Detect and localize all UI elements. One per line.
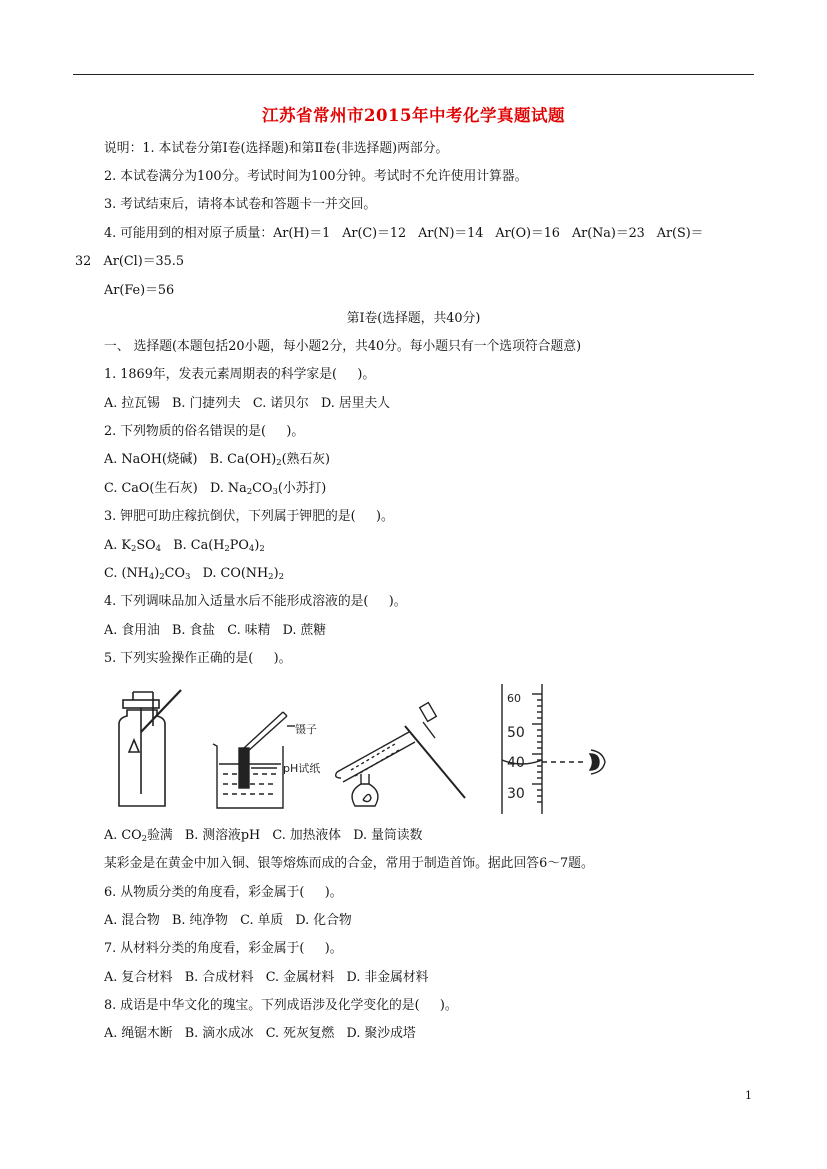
q3-a3: B. Ca(H	[161, 538, 225, 553]
section-heading: 第Ⅰ卷(选择题，共40分)	[346, 311, 481, 326]
q5-sub: 2	[141, 834, 148, 844]
q3-a4-sub: 4	[248, 544, 255, 554]
q2-sub-1: 2	[246, 487, 253, 497]
q2-sub: 2	[276, 458, 282, 468]
question-6-text: 6. 从物质分类的角度看，彩金属于( )。	[104, 885, 343, 900]
instruction-1: 说明：1. 本试卷分第Ⅰ卷(选择题)和第Ⅱ卷(非选择题)两部分。	[104, 141, 449, 156]
q2-sub-2: 3	[272, 487, 278, 497]
question-2-options-cd	[104, 481, 326, 497]
question-4	[104, 594, 407, 610]
question-7-options-text: A. 复合材料 B. 合成材料 C. 金属材料 D. 非金属材料	[104, 970, 429, 985]
intro-6-7: 某彩金是在黄金中加入铜、银等熔炼而成的合金，常用于制造首饰。据此回答6～7题。	[104, 856, 594, 871]
q2-mid: CO	[252, 481, 273, 496]
question-2	[104, 424, 304, 440]
section-description: 一、 选择题(本题包括20小题，每小题2分，共40分。每小题只有一个选项符合题意)	[104, 339, 582, 354]
header-rule	[73, 74, 754, 75]
q3-c4: D. CO(NH	[190, 566, 269, 581]
question-8-options	[104, 1026, 416, 1042]
question-8	[104, 998, 458, 1014]
scale-50: 50	[507, 725, 525, 741]
question-5-text: 5. 下列实验操作正确的是( )。	[104, 651, 292, 666]
question-4-options	[104, 623, 326, 639]
q2-opt-d-end: (小苏打)	[277, 481, 327, 496]
q3-c2-sub: 2	[159, 572, 165, 582]
instruction-4-line-b: 32 Ar(Cl)＝35.5	[75, 254, 185, 269]
q3-a5: )	[254, 538, 260, 553]
question-4-options-text: A. 食用油 B. 食盐 C. 味精 D. 蔗糖	[104, 623, 327, 638]
question-8-options-text: A. 绳锯木断 B. 滴水成冰 C. 死灰复燃 D. 聚沙成塔	[104, 1026, 416, 1041]
q2-opt-c-d: C. CaO(生石灰) D. Na	[104, 481, 247, 496]
gas-bottle-diagram	[119, 690, 181, 806]
question-5	[104, 651, 291, 667]
heating-liquid-diagram	[336, 703, 465, 806]
q3-c1-sub: 4	[148, 572, 155, 582]
instruction-4-fe: Ar(Fe)＝56	[104, 283, 175, 298]
tweezers-label: 镊子	[295, 723, 317, 736]
question-1-options-text: A. 拉瓦锡 B. 门捷列夫 C. 诺贝尔 D. 居里夫人	[104, 396, 391, 411]
ph-paper-label: pH试纸	[283, 762, 321, 775]
scale-30: 30	[507, 786, 525, 802]
q3-c3: CO	[164, 566, 185, 581]
instruction-3: 3. 考试结束后，请将本试卷和答题卡一并交回。	[104, 197, 377, 212]
page-title: 江苏省常州市2015年中考化学真题试题	[262, 106, 565, 125]
question-7-options	[104, 970, 428, 986]
q5-opts-rest: 验满 B. 测溶液pH C. 加热液体 D. 量筒读数	[147, 828, 423, 843]
question-6	[104, 885, 343, 901]
question-2-text: 2. 下列物质的俗名错误的是( )。	[104, 424, 305, 439]
instruction-4-cont	[75, 254, 184, 270]
q3-c4-sub: 2	[268, 572, 274, 582]
q2-opt-a-b: A. NaOH(烧碱) B. Ca(OH)	[104, 452, 277, 467]
q3-a1-sub: 2	[130, 544, 137, 554]
page-number: 1	[745, 1089, 752, 1102]
q3-a4: PO	[229, 538, 249, 553]
question-2-options-ab	[104, 452, 330, 468]
question-3-options-cd	[104, 566, 284, 582]
question-8-text: 8. 成语是中华文化的瑰宝。下列成语涉及化学变化的是( )。	[104, 998, 458, 1013]
experiment-figure	[105, 682, 625, 817]
question-3-options-ab	[104, 538, 265, 554]
q3-c1: C. (NH	[104, 566, 149, 581]
q3-a2-sub: 4	[155, 544, 162, 554]
scale-60: 60	[507, 692, 521, 705]
question-5-options	[104, 828, 422, 844]
q3-a1: A. K	[104, 538, 131, 553]
question-7	[104, 941, 343, 957]
instruction-2: 2. 本试卷满分为100分。考试时间为100分钟。考试时不允许使用计算器。	[104, 169, 528, 184]
q3-c5: )	[273, 566, 279, 581]
q2-opt-b-end: (熟石灰)	[281, 452, 331, 467]
q3-c3-sub: 3	[184, 572, 191, 582]
question-1	[104, 367, 375, 383]
q3-a2: SO	[136, 538, 156, 553]
question-4-text: 4. 下列调味品加入适量水后不能形成溶液的是( )。	[104, 594, 407, 609]
q3-a5-sub: 2	[259, 544, 265, 554]
instruction-4	[104, 226, 703, 242]
q5-opt-a: A. CO	[104, 828, 142, 843]
question-7-text: 7. 从材料分类的角度看，彩金属于( )。	[104, 941, 343, 956]
q3-a3-sub: 2	[224, 544, 230, 554]
ph-test-diagram	[213, 712, 295, 808]
q3-c2: )	[154, 566, 160, 581]
question-3	[104, 509, 394, 525]
question-3-text: 3. 钾肥可助庄稼抗倒伏，下列属于钾肥的是( )。	[104, 509, 394, 524]
question-1-options	[104, 396, 390, 412]
instruction-4-line-a: 4. 可能用到的相对原子质量：Ar(H)＝1 Ar(C)＝12 Ar(N)＝14 Ar(O)＝16 Ar(Na)＝23 Ar(S)＝	[104, 226, 704, 241]
question-6-options-text: A. 混合物 B. 纯净物 C. 单质 D. 化合物	[104, 913, 352, 928]
scale-40: 40	[507, 755, 525, 771]
question-1-text: 1. 1869年，发表元素周期表的科学家是( )。	[104, 367, 376, 382]
q3-c5-sub: 2	[278, 572, 285, 582]
question-6-options	[104, 913, 352, 929]
